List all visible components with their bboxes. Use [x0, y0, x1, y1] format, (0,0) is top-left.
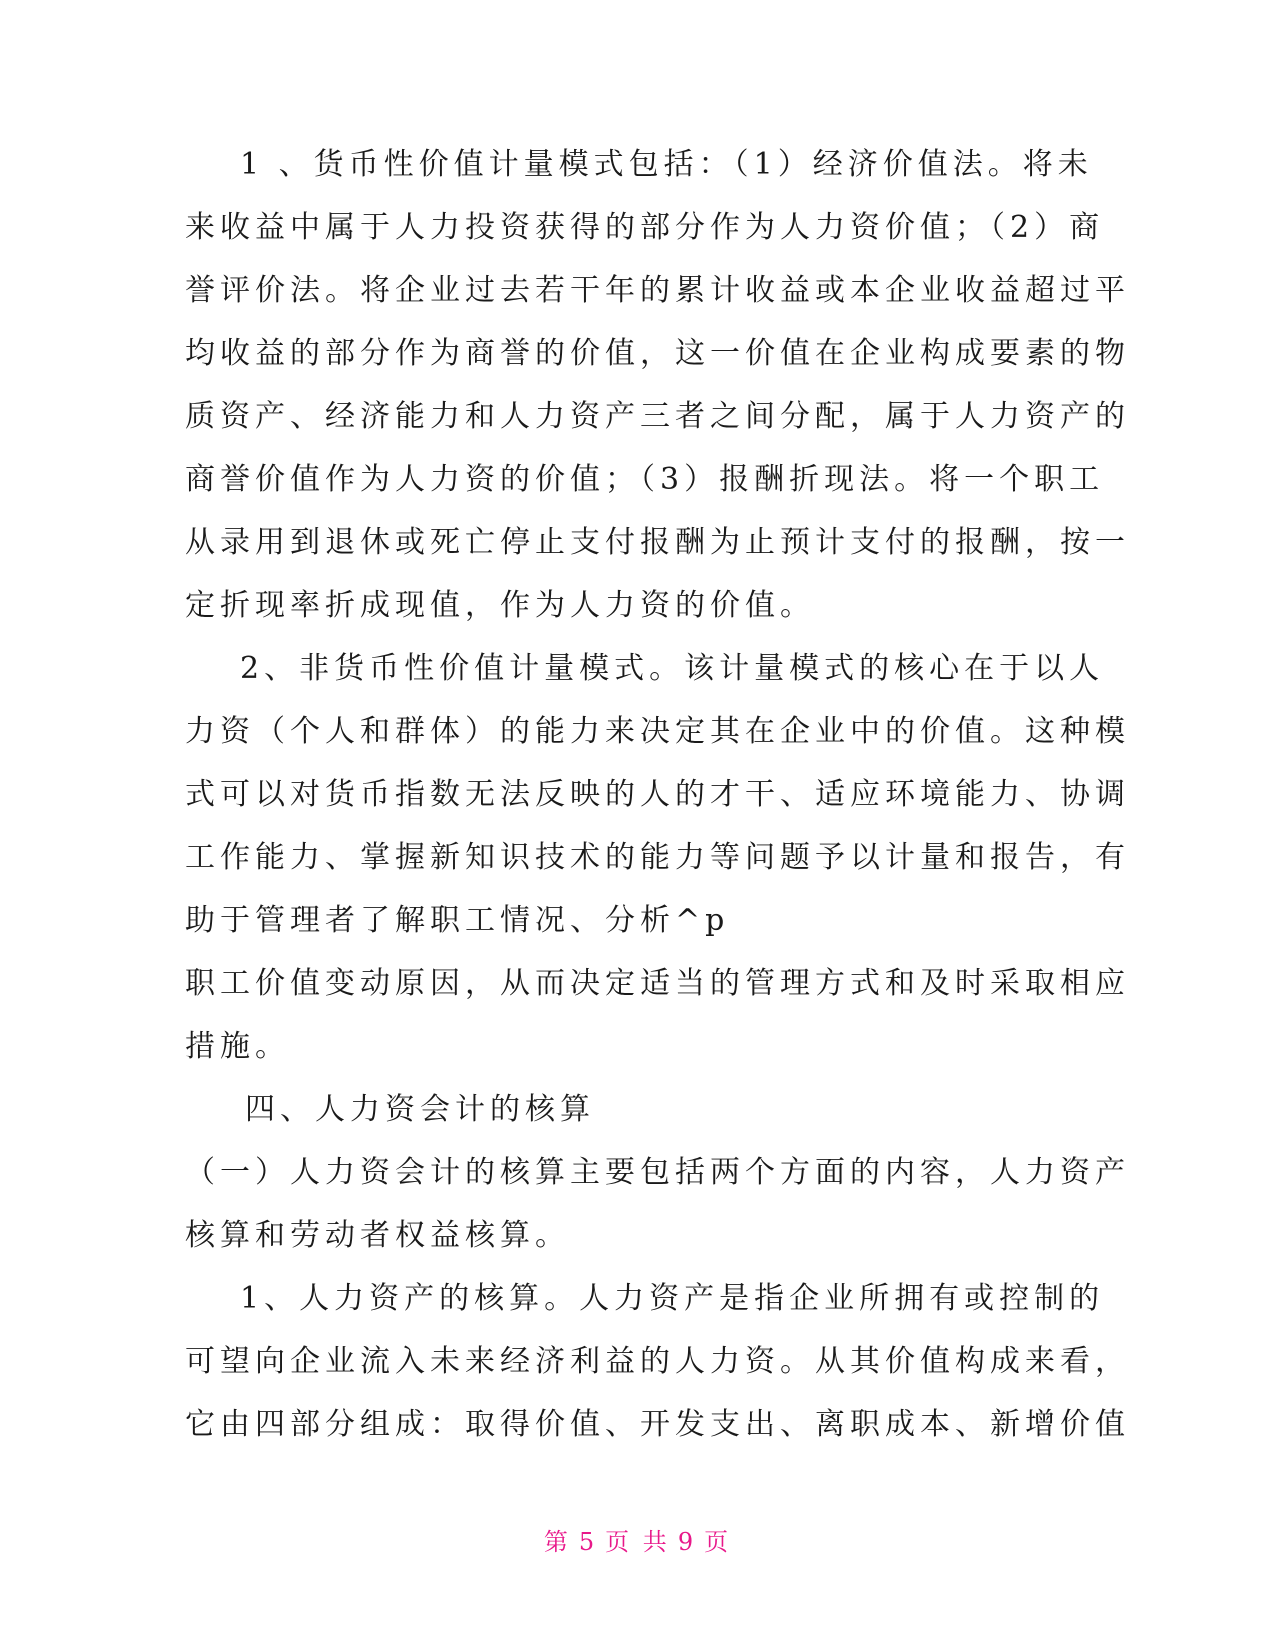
text-line: 定折现率折成现值，作为人力资的价值。 [185, 588, 815, 623]
page-mid: 页 共 [605, 1528, 670, 1556]
text-line: （一）人力资会计的核算主要包括两个方面的内容，人力资产 [185, 1155, 1130, 1190]
text-line: 1、人力资产的核算。人力资产是指企业所拥有或控制的 [240, 1281, 1105, 1316]
page-footer [0, 1522, 1275, 1557]
text-line: 措施。 [185, 1029, 290, 1064]
text-line: 来收益中属于人力投资获得的部分作为人力资价值；（2）商 [185, 210, 1105, 245]
text-line: 可望向企业流入未来经济利益的人力资。从其价值构成来看， [185, 1344, 1130, 1379]
page-number: 5 [578, 1528, 598, 1556]
text-line: 誉评价法。将企业过去若干年的累计收益或本企业收益超过平 [185, 273, 1130, 308]
text-line: 商誉价值作为人力资的价值；（3）报酬折现法。将一个职工 [185, 462, 1105, 497]
text-line: 它由四部分组成：取得价值、开发支出、离职成本、新增价值 [185, 1407, 1130, 1442]
text-line: 均收益的部分作为商誉的价值，这一价值在企业构成要素的物 [185, 336, 1130, 371]
page-prefix: 第 [543, 1528, 571, 1556]
text-line: 工作能力、掌握新知识技术的能力等问题予以计量和报告，有 [185, 840, 1130, 875]
text-line: 式可以对货币指数无法反映的人的才干、适应环境能力、协调 [185, 777, 1130, 812]
text-line: 职工价值变动原因，从而决定适当的管理方式和及时采取相应 [185, 966, 1130, 1001]
text-line: 力资（个人和群体）的能力来决定其在企业中的价值。这种模 [185, 714, 1130, 749]
body-text [185, 133, 1130, 1456]
section-heading: 四、人力资会计的核算 [245, 1092, 595, 1127]
text-line: 1 、货币性价值计量模式包括：（1）经济价值法。将未 [240, 147, 1093, 182]
text-line: 质资产、经济能力和人力资产三者之间分配，属于人力资产的 [185, 399, 1130, 434]
page-suffix: 页 [704, 1528, 732, 1556]
text-line: 从录用到退休或死亡停止支付报酬为止预计支付的报酬，按一 [185, 525, 1130, 560]
page-total: 9 [677, 1528, 697, 1556]
text-line: 2、非货币性价值计量模式。该计量模式的核心在于以人 [240, 651, 1105, 686]
text-line: 助于管理者了解职工情况、分析^p [185, 903, 730, 938]
text-line: 核算和劳动者权益核算。 [185, 1218, 570, 1253]
